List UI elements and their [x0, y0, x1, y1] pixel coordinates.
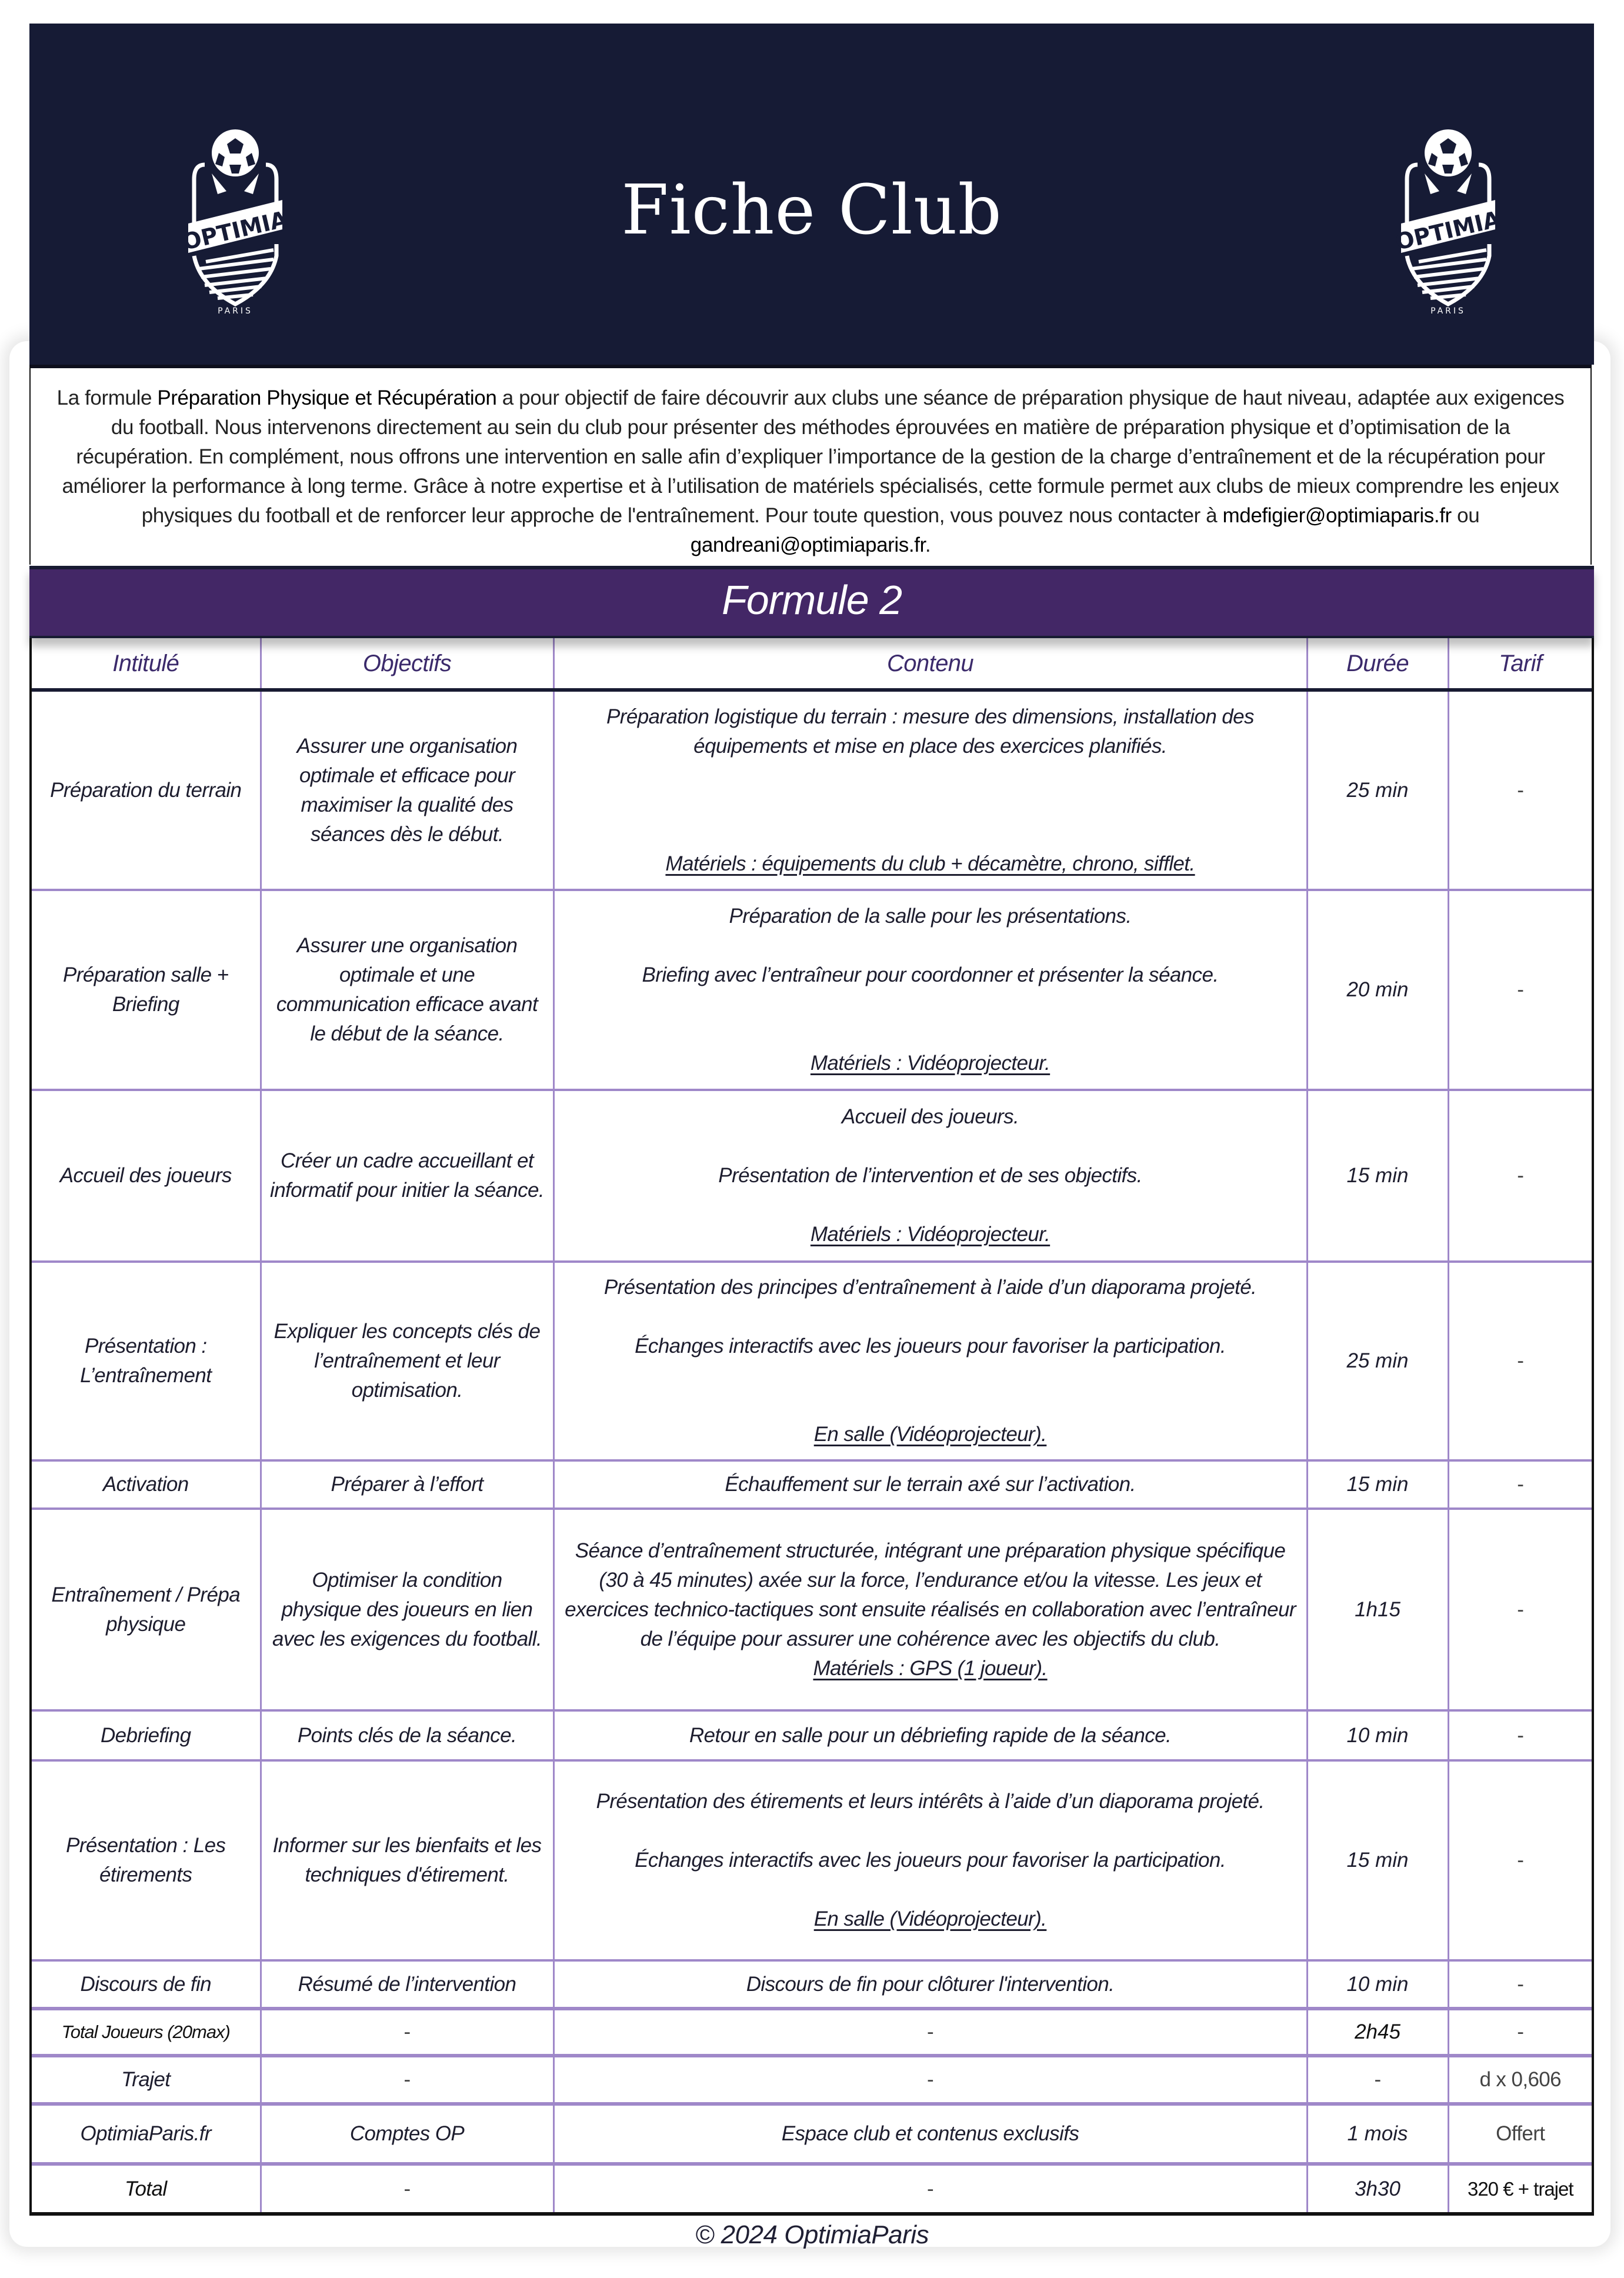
- summary-row-total: [32, 2164, 1592, 2212]
- cell-tarif: 320 € + trajet: [1467, 2177, 1573, 2200]
- intro-connector: ou: [1451, 504, 1480, 527]
- cell-duree: 25 min: [1307, 1262, 1448, 1460]
- cell-duree: 15 min: [1307, 1090, 1448, 1262]
- footer-copyright: © 2024 OptimiaParis: [695, 2220, 929, 2249]
- cell-duree: 2h45: [1307, 2009, 1448, 2056]
- optimia-logo-icon: [1383, 121, 1513, 315]
- cell-objectif: Assurer une organisation optimale et efficace pour maximiser la qualité des séances dès le début.: [261, 690, 553, 890]
- svg-text:OPTIMIA: OPTIMIA: [179, 206, 290, 255]
- cell-tarif: -: [1448, 890, 1592, 1090]
- materiel-line: En salle (Vidéoprojecteur).: [813, 1423, 1047, 1446]
- cell-tarif: Offert: [1448, 2104, 1592, 2164]
- table-row: [32, 1509, 1592, 1710]
- cell-tarif: -: [1448, 1262, 1592, 1460]
- cell-intitule: Préparation salle + Briefing: [32, 890, 261, 1090]
- cell-objectif: Comptes OP: [261, 2104, 553, 2164]
- contenu-line: Briefing avec l’entraîneur pour coordonner et présenter la séance.: [642, 963, 1219, 986]
- cell-contenu: [553, 1509, 1307, 1710]
- materiel-line: Matériels : Vidéoprojecteur.: [810, 1223, 1051, 1246]
- contenu-line: Préparation de la salle pour les présentations.: [729, 905, 1132, 928]
- cell-contenu: [553, 890, 1307, 1090]
- header-duree: Durée: [1307, 638, 1448, 690]
- materiel-line: En salle (Vidéoprojecteur).: [813, 1907, 1047, 1930]
- cell-contenu: -: [553, 2056, 1307, 2104]
- cell-tarif: -: [1448, 1090, 1592, 1262]
- table-row: [32, 1760, 1592, 1960]
- table-header-row: [32, 638, 1592, 690]
- cell-tarif: -: [1448, 1460, 1592, 1509]
- cell-duree: 10 min: [1307, 1710, 1448, 1760]
- cell-contenu: Échauffement sur le terrain axé sur l’activation.: [553, 1460, 1307, 1509]
- materiel-line: Matériels : Vidéoprojecteur.: [810, 1052, 1051, 1075]
- cell-intitule: Présentation : Les étirements: [32, 1760, 261, 1960]
- cell-contenu: Retour en salle pour un débriefing rapide de la séance.: [553, 1710, 1307, 1760]
- svg-text:OPTIMIA: OPTIMIA: [1392, 206, 1503, 255]
- table-row: [32, 1090, 1592, 1262]
- formule-title: Formule 2: [721, 577, 902, 623]
- cell-intitule[interactable]: OptimiaParis.fr: [32, 2104, 261, 2164]
- cell-contenu: [553, 1090, 1307, 1262]
- header-contenu: Contenu: [553, 638, 1307, 690]
- cell-intitule: Trajet: [32, 2056, 261, 2104]
- summary-row-trajet: [32, 2056, 1592, 2104]
- intro-prefix: La formule: [56, 386, 158, 409]
- cell-intitule: Activation: [32, 1460, 261, 1509]
- materiel-line: Matériels : équipements du club + décamètre, chrono, sifflet.: [665, 852, 1195, 875]
- intro-body: a pour objectif de faire découvrir aux clubs une séance de préparation physique de haut niveau, adaptée aux exigences du football. Nous intervenons directement au sein du club pour présenter des méthodes éprouvées en matière de préparation physique et d’optimisation de la récupération. En complément, nous offrons une intervention en salle afin d’expliquer l’importance de la gestion de la charge d’entraînement et de la récupération pour améliorer la performance à long terme. Grâce à notre expertise et à l’utilisation de matériels spécialisés, cette formule permet aux clubs de mieux comprendre les enjeux physiques du football et de renforcer leur approche de l'entraînement. Pour toute question, vous pouvez nous contacter à: [62, 386, 1565, 527]
- header-objectifs: Objectifs: [261, 638, 553, 690]
- cell-contenu: [553, 1262, 1307, 1460]
- cell-tarif: -: [1448, 1960, 1592, 2009]
- header-tarif: Tarif: [1448, 638, 1592, 690]
- formula-name: Préparation Physique et Récupération: [157, 386, 497, 409]
- table-row: [32, 1262, 1592, 1460]
- svg-text:PARIS: PARIS: [218, 306, 253, 315]
- intro-paragraph: [29, 365, 1592, 565]
- table-row: [32, 1710, 1592, 1760]
- summary-row-optimiaparis: [32, 2104, 1592, 2164]
- cell-objectif: Optimiser la condition physique des joueurs en lien avec les exigences du football.: [261, 1509, 553, 1710]
- cell-objectif: Résumé de l’intervention: [261, 1960, 553, 2009]
- program-table: [29, 638, 1594, 2216]
- page-title: Fiche Club: [621, 171, 1002, 250]
- materiel-line: Matériels : GPS (1 joueur).: [813, 1656, 1048, 1680]
- cell-objectif: Préparer à l’effort: [261, 1460, 553, 1509]
- cell-objectif: Assurer une organisation optimale et une communication efficace avant le début de la séance.: [261, 890, 553, 1090]
- cell-intitule: Présentation : L’entraînement: [32, 1262, 261, 1460]
- cell-objectif: Expliquer les concepts clés de l’entraînement et leur optimisation.: [261, 1262, 553, 1460]
- cell-duree: 25 min: [1307, 690, 1448, 890]
- summary-row-total-joueurs: [32, 2009, 1592, 2056]
- cell-intitule: Préparation du terrain: [32, 690, 261, 890]
- cell-intitule: Entraînement / Prépa physique: [32, 1509, 261, 1710]
- intro-suffix: .: [925, 533, 931, 556]
- contenu-line: Échanges interactifs avec les joueurs pour favoriser la participation.: [635, 1849, 1226, 1872]
- cell-duree: 10 min: [1307, 1960, 1448, 2009]
- formule-banner: [29, 566, 1594, 638]
- table-row: [32, 1960, 1592, 2009]
- cell-tarif: d x 0,606: [1448, 2056, 1592, 2104]
- cell-duree: 3h30: [1307, 2164, 1448, 2212]
- cell-objectif: -: [261, 2056, 553, 2104]
- cell-intitule: Discours de fin: [32, 1960, 261, 2009]
- cell-contenu: Discours de fin pour clôturer l'intervention.: [553, 1960, 1307, 2009]
- cell-duree: 20 min: [1307, 890, 1448, 1090]
- cell-contenu: [553, 690, 1307, 890]
- cell-intitule: Debriefing: [32, 1710, 261, 1760]
- cell-tarif: -: [1448, 1710, 1592, 1760]
- svg-text:PARIS: PARIS: [1430, 306, 1466, 315]
- cell-tarif: -: [1448, 690, 1592, 890]
- contact-email-2[interactable]: gandreani@optimiaparis.fr: [690, 533, 925, 556]
- cell-objectif: -: [261, 2164, 553, 2212]
- cell-intitule: Total Joueurs (20max): [32, 2009, 261, 2056]
- table-row: [32, 890, 1592, 1090]
- cell-duree: -: [1307, 2056, 1448, 2104]
- cell-duree: 15 min: [1307, 1460, 1448, 1509]
- cell-intitule: Accueil des joueurs: [32, 1090, 261, 1262]
- cell-tarif: -: [1448, 1509, 1592, 1710]
- cell-tarif: -: [1448, 2009, 1592, 2056]
- cell-duree: 15 min: [1307, 1760, 1448, 1960]
- cell-objectif: Points clés de la séance.: [261, 1710, 553, 1760]
- contenu-line: Accueil des joueurs.: [841, 1105, 1019, 1128]
- contenu-line: Présentation de l’intervention et de ses objectifs.: [718, 1164, 1142, 1187]
- contenu-line: Présentation des étirements et leurs intérêts à l’aide d’un diaporama projeté.: [596, 1790, 1265, 1813]
- table-row: [32, 1460, 1592, 1509]
- cell-objectif: Informer sur les bienfaits et les techniques d'étirement.: [261, 1760, 553, 1960]
- cell-tarif: -: [1448, 1760, 1592, 1960]
- contenu-line: Séance d’entraînement structurée, intégrant une préparation physique spécifique (30 à 45 minutes) axée sur la force, l’endurance et/ou la vitesse. Les jeux et exercices technico-tactiques sont ensuite réalisés en collaboration avec l’entraîneur de l’équipe pour assurer une cohérence avec les objectifs du club.: [565, 1539, 1296, 1650]
- contact-email-1[interactable]: mdefigier@optimiaparis.fr: [1222, 504, 1452, 527]
- cell-contenu: Espace club et contenus exclusifs: [553, 2104, 1307, 2164]
- contenu-line: Préparation logistique du terrain : mesure des dimensions, installation des équipements et mise en place des exercices planifiés.: [606, 705, 1254, 758]
- header-band: [29, 24, 1594, 365]
- cell-contenu: [553, 1760, 1307, 1960]
- header-intitule: Intitulé: [32, 638, 261, 690]
- table-row: [32, 690, 1592, 890]
- cell-duree: 1h15: [1307, 1509, 1448, 1710]
- cell-contenu: -: [553, 2009, 1307, 2056]
- contenu-line: Échanges interactifs avec les joueurs pour favoriser la participation.: [635, 1335, 1226, 1358]
- cell-contenu: -: [553, 2164, 1307, 2212]
- cell-duree: 1 mois: [1307, 2104, 1448, 2164]
- cell-objectif: -: [261, 2009, 553, 2056]
- contenu-line: Présentation des principes d’entraînement à l’aide d’un diaporama projeté.: [603, 1276, 1257, 1299]
- cell-objectif: Créer un cadre accueillant et informatif pour initier la séance.: [261, 1090, 553, 1262]
- cell-intitule: Total: [32, 2164, 261, 2212]
